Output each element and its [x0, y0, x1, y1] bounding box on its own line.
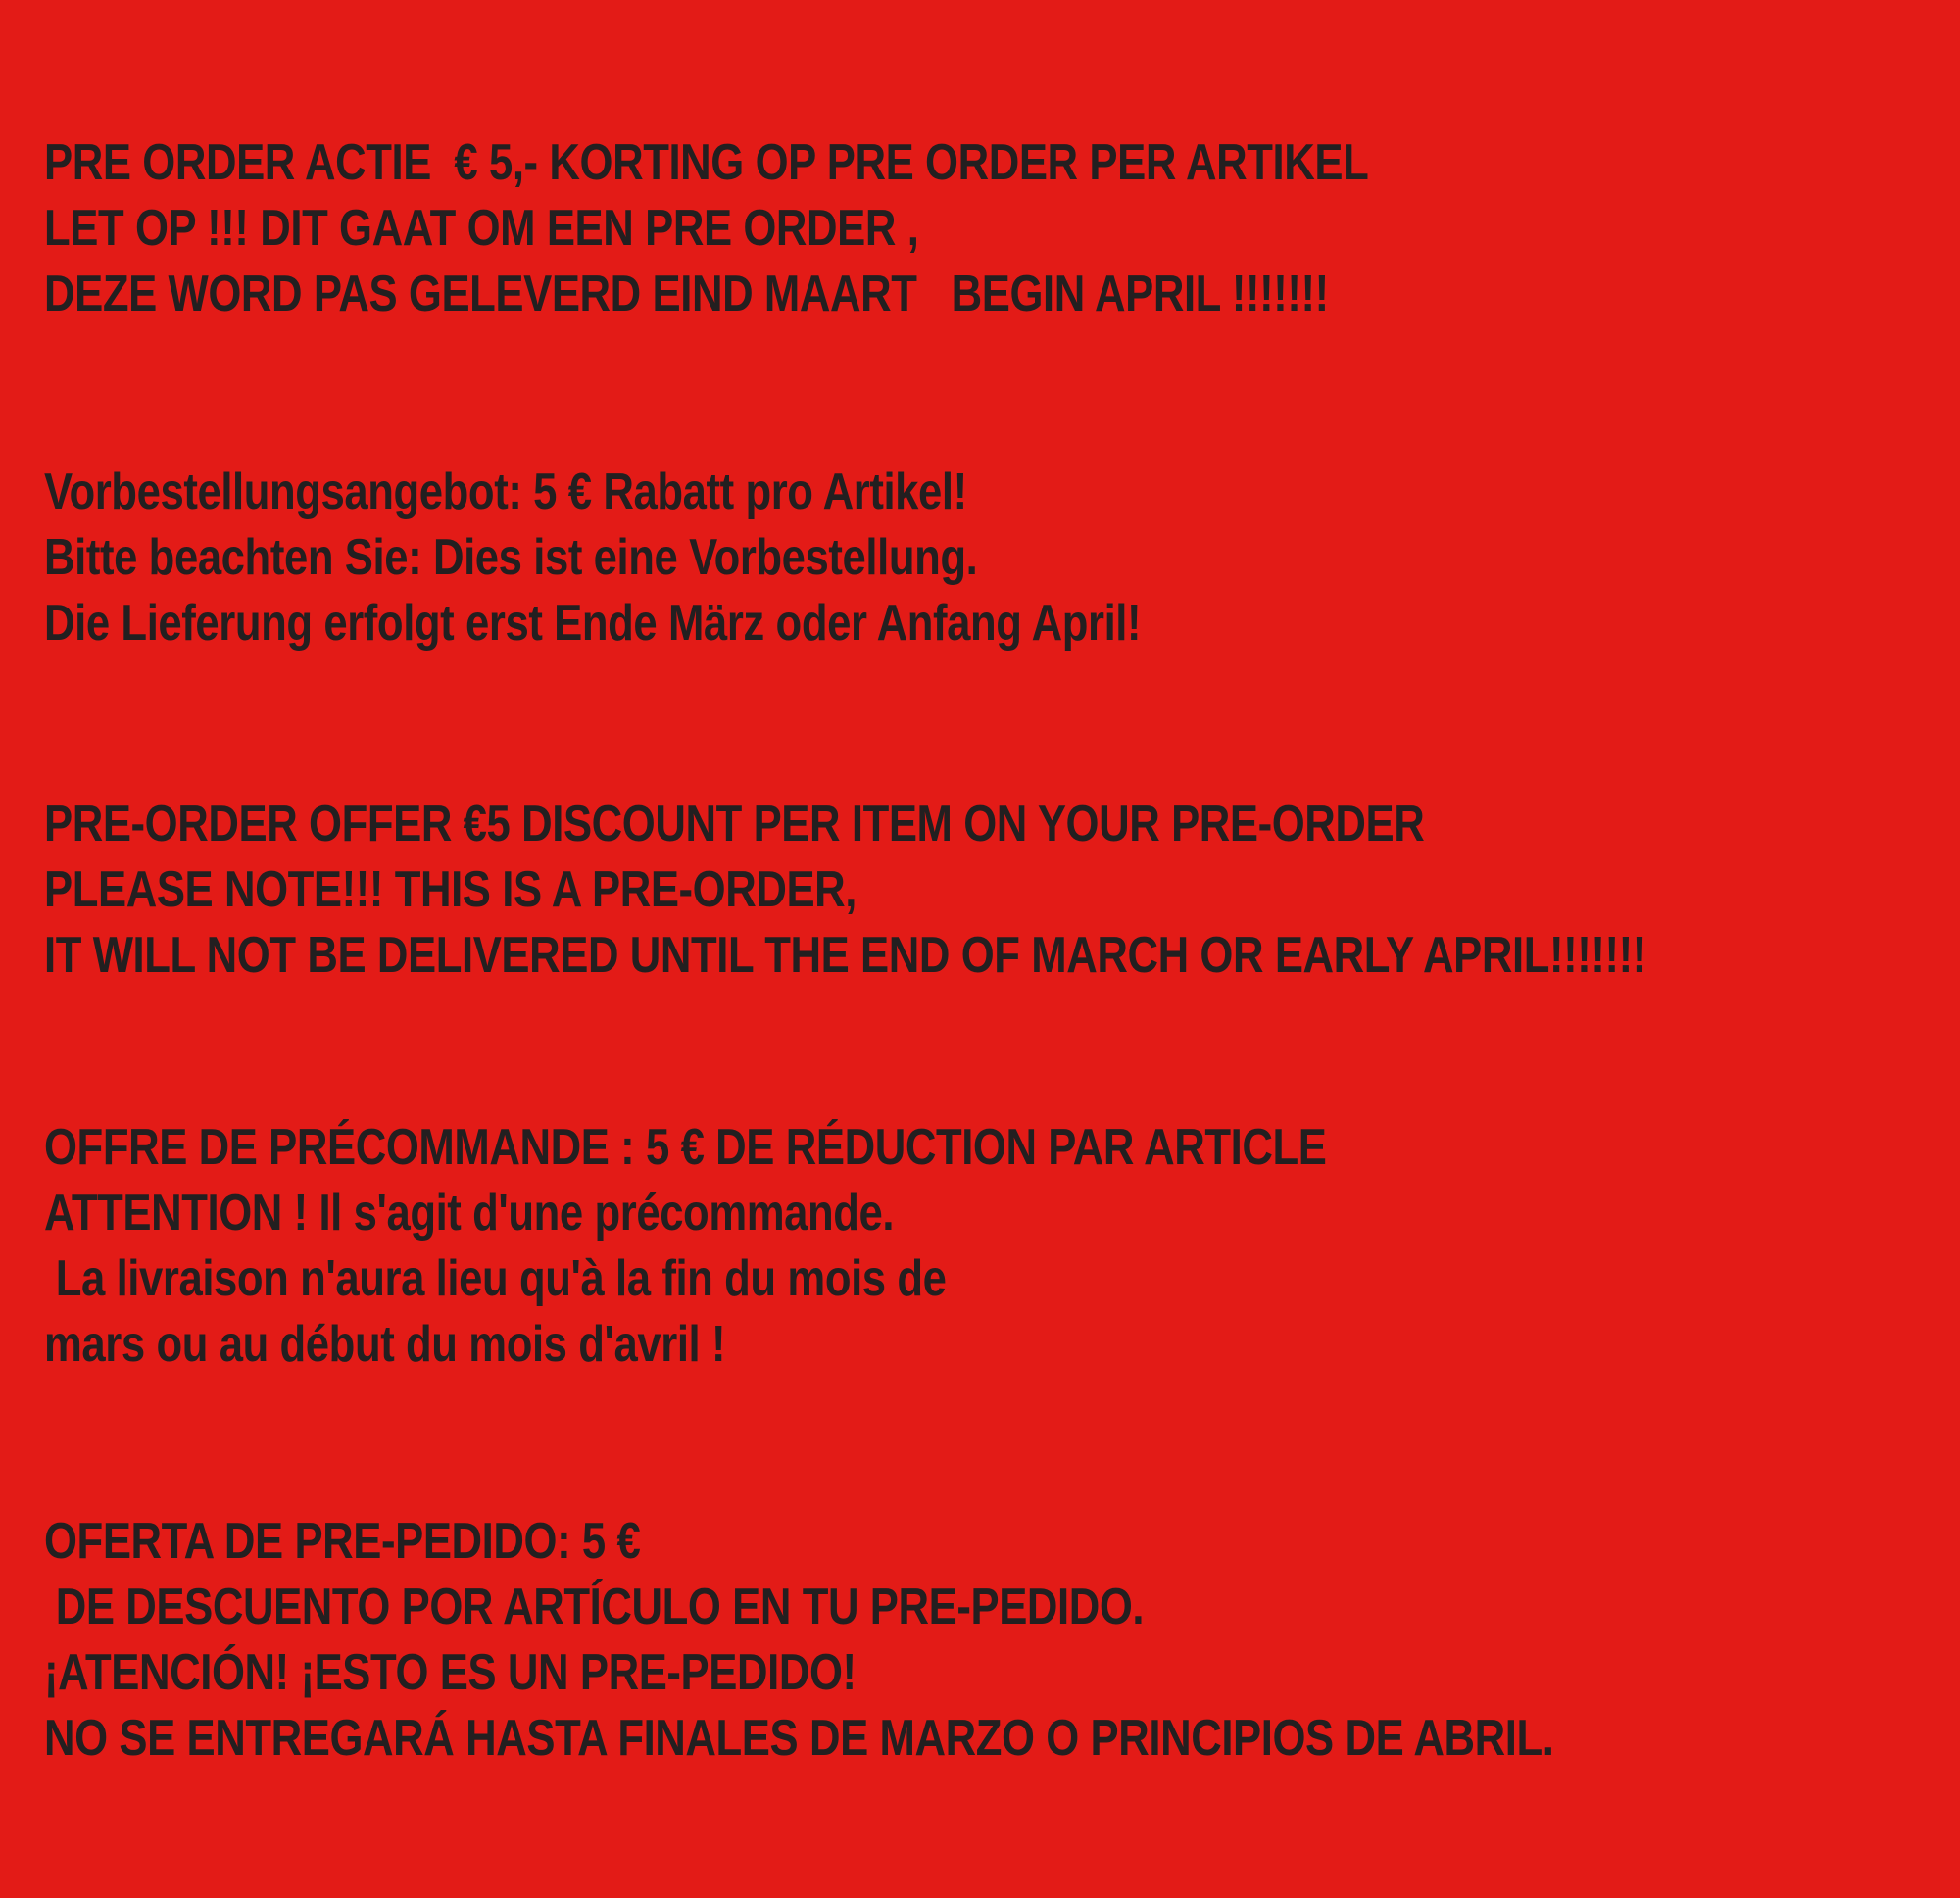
notice-line-german-3: Die Lieferung erfolgt erst Ende März oder Anfang April! [44, 595, 1142, 652]
notice-line-french-1: OFFRE DE PRÉCOMMANDE : 5 € DE RÉDUCTION PAR ARTICLE [44, 1119, 1327, 1176]
notice-block-english [44, 792, 1646, 989]
notice-line-german-2: Bitte beachten Sie: Dies ist eine Vorbestellung. [44, 529, 978, 586]
notice-block-german [44, 460, 1141, 657]
notice-line-french-3: La livraison n'aura lieu qu'à la fin du mois de [44, 1250, 947, 1307]
notice-line-english-1: PRE-ORDER OFFER €5 DISCOUNT PER ITEM ON YOUR PRE-ORDER [44, 796, 1425, 852]
notice-line-dutch-2: LET OP !!! DIT GAAT OM EEN PRE ORDER , [44, 200, 919, 257]
notice-line-spanish-2: DE DESCUENTO POR ARTÍCULO EN TU PRE-PEDIDO. [44, 1579, 1145, 1635]
notice-line-dutch-3: DEZE WORD PAS GELEVERD EIND MAART BEGIN APRIL !!!!!!! [44, 266, 1329, 322]
notice-block-dutch [44, 130, 1368, 327]
notice-line-english-2: PLEASE NOTE!!! THIS IS A PRE-ORDER, [44, 861, 858, 918]
notice-block-french [44, 1115, 1326, 1378]
notice-line-french-4: mars ou au début du mois d'avril ! [44, 1316, 726, 1373]
notice-line-german-1: Vorbestellungsangebot: 5 € Rabatt pro Artikel! [44, 463, 967, 520]
notice-line-french-2: ATTENTION ! Il s'agit d'une précommande. [44, 1185, 895, 1241]
notice-line-spanish-3: ¡ATENCIÓN! ¡ESTO ES UN PRE-PEDIDO! [44, 1644, 857, 1701]
preorder-notice [44, 0, 1960, 1898]
notice-line-dutch-1: PRE ORDER ACTIE € 5,- KORTING OP PRE ORDER PER ARTIKEL [44, 134, 1369, 191]
notice-line-spanish-1: OFERTA DE PRE-PEDIDO: 5 € [44, 1513, 641, 1570]
notice-line-english-3: IT WILL NOT BE DELIVERED UNTIL THE END OF MARCH OR EARLY APRIL!!!!!!! [44, 927, 1646, 984]
notice-line-spanish-4: NO SE ENTREGARÁ HASTA FINALES DE MARZO O PRINCIPIOS DE ABRIL. [44, 1710, 1554, 1767]
notice-block-spanish [44, 1509, 1553, 1772]
